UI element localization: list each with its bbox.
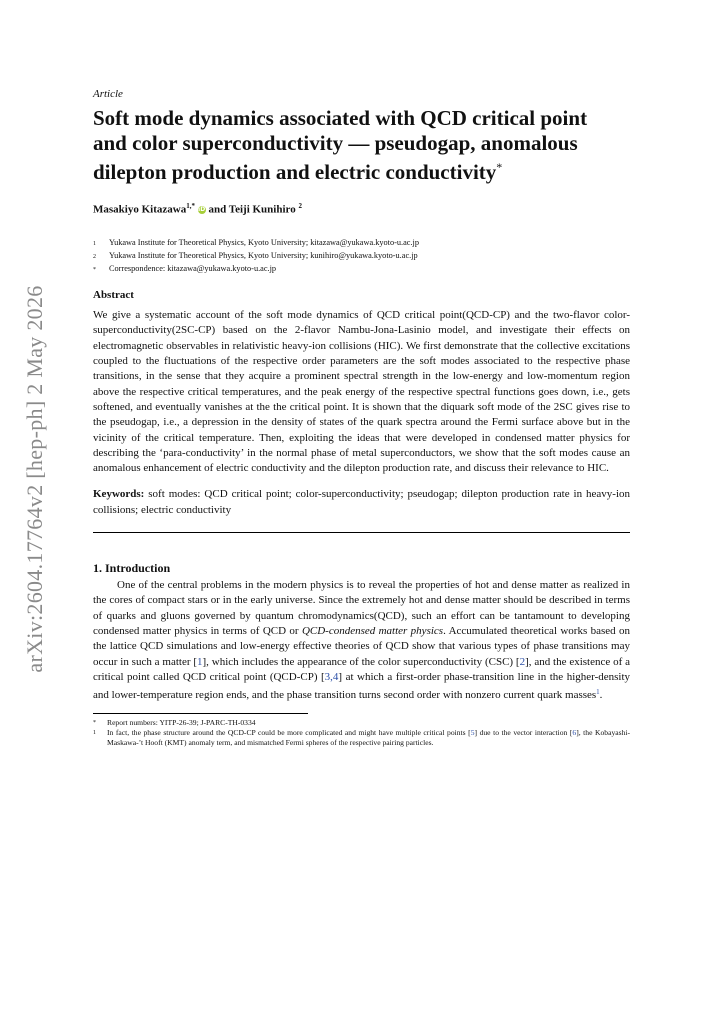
article-type: Article xyxy=(93,88,123,100)
arxiv-stamp xyxy=(15,285,55,673)
intro-text: . Accumulated theoretical works based on the lattice QCD simulations and low-energy effective theories of QCD show that various types of phase transitions may occur in such a matter [ xyxy=(93,624,630,668)
footnote-mark: * xyxy=(93,720,96,727)
intro-paragraph xyxy=(93,578,630,703)
intro-text: ], which includes the appearance of the color superconductivity (CSC) [ xyxy=(202,655,520,668)
citation-link[interactable]: 2 xyxy=(519,655,526,668)
affiliation-item xyxy=(93,263,630,276)
footnote-text: Report numbers: YITP-26-39; J-PARC-TH-0334 xyxy=(107,718,256,728)
citation-link[interactable]: 3 xyxy=(324,670,331,683)
affiliation-mark: 2 xyxy=(93,254,96,261)
section-divider xyxy=(93,532,630,533)
abstract-heading: Abstract xyxy=(93,289,134,302)
affiliation-item xyxy=(93,237,630,250)
intro-text: One of the central problems in the modern physics is to reveal the properties of hot and dense matter as realized in the cores of compact stars or in the early universe. Since the extremely hot and dense matter should be described in terms of quarks and gluons governed by quantum chromodynamics(QCD), such an effort can be tantamount to developing condensed matter physics in terms of QCD or xyxy=(93,579,630,637)
keywords-label: Keywords: xyxy=(93,488,145,501)
section-heading: 1. Introduction xyxy=(93,561,171,576)
arxiv-stamp-text: arXiv:2604.17764v2 [hep-ph] 2 May 2026 xyxy=(22,285,47,673)
affiliation-mark: * xyxy=(93,267,96,274)
footnote-ref[interactable]: 1 xyxy=(596,688,600,697)
footnote-item xyxy=(93,718,630,728)
affiliation-text: Yukawa Institute for Theoretical Physics, Kyoto University; kunihiro@yukawa.kyoto-u.ac.jp xyxy=(109,251,418,261)
footnote-text xyxy=(107,728,630,748)
author-conj: and xyxy=(208,203,227,216)
keywords xyxy=(93,487,630,518)
intro-text: ] at which a first-order phase-transition line in the higher-density and lower-temperature region ends, and the phase transition turns second order with nonzero current quark masses xyxy=(93,670,631,702)
abstract-text: We give a systematic account of the soft mode dynamics of QCD critical point(QCD-CP) and the two-flavor color-superconductivity(2SC-CP) based on the 2-flavor Nambu-Jona-Lasinio model, and investigate their effects on electromagnetic observables in relativistic heavy-ion collisions (HIC). We first demonstrate that the collective excitations coupled to the fluctuations of the respective order parameters are the soft modes associated to the respective phase transitions, in the sense that they acquire a prominent spectral strength in the low-energy and low-momentum region above the respective critical temperatures, and the peak energy of the respective spectral functions goes down, i.e., gets softened, and eventually vanishes at the the critical point. It is shown that the diquark soft mode of the 2SC gives rise to the pseudogap, i.e., a depression in the density of states of the quark spectra around the Fermi surface above but in the vicinity of the critical temperature. Then, exploiting the ideas that were developed in condensed matter physics for describing the ‘para-conductivity’ in the normal phase of metal superconductors, we show that the soft modes cause an anomalous enhancement of electric conductivity and the dilepton production rate, and discuss their relevance to HIC. xyxy=(93,309,630,475)
citation-link[interactable]: 5 xyxy=(470,728,475,738)
affiliation-text: Correspondence: kitazawa@yukawa.kyoto-u.ac.jp xyxy=(109,264,277,274)
paper-page xyxy=(93,88,630,748)
footnotes xyxy=(93,718,630,748)
intro-text: ], and the existence of a critical point called QCD critical point (QCD-CP) [ xyxy=(93,655,630,683)
affiliation-text: Yukawa Institute for Theoretical Physics, Kyoto University; kitazawa@yukawa.kyoto-u.ac.jp xyxy=(109,238,420,248)
footnote-mark: 1 xyxy=(93,730,96,737)
author-name: Masakiyo Kitazawa xyxy=(93,203,187,216)
author-sup: 2 xyxy=(298,201,302,210)
intro-italic: QCD-condensed matter physics xyxy=(301,624,444,637)
footnote-segment: ] due to the vector interaction [ xyxy=(474,728,573,738)
affiliations xyxy=(93,237,630,276)
footnote-segment: ], the Kobayashi-Maskawa-’t Hooft (KMT) anomaly term, and mismatched Fermi spheres of the respective pairing particles. xyxy=(107,728,630,748)
keywords-text: soft modes: QCD critical point; color-superconductivity; pseudogap; dilepton production rate in heavy-ion collisions; electric conductivity xyxy=(93,488,631,516)
footnote-rule xyxy=(93,713,308,714)
citation-link[interactable]: 4 xyxy=(332,670,339,683)
affiliation-item xyxy=(93,250,630,263)
title-mark: * xyxy=(496,160,503,174)
author-name: Teiji Kunihiro xyxy=(228,203,296,216)
citation-link[interactable]: 6 xyxy=(572,728,577,738)
intro-text: . xyxy=(599,689,603,702)
paper-title xyxy=(93,106,613,185)
author-line xyxy=(93,202,630,216)
affiliation-mark: 1 xyxy=(93,241,96,248)
orcid-icon[interactable]: iD xyxy=(198,206,206,214)
title-text: Soft mode dynamics associated with QCD critical point and color superconductivity — pseudogap, anomalous dilepton production and electric conductivity xyxy=(93,106,588,184)
citation-link[interactable]: 1 xyxy=(197,655,203,668)
citation-separator: , xyxy=(330,670,333,683)
footnote-segment: In fact, the phase structure around the QCD-CP could be more complicated and might have multiple critical points [ xyxy=(107,728,471,738)
footnote-item xyxy=(93,728,630,748)
author-sup: 1,* xyxy=(186,201,195,210)
